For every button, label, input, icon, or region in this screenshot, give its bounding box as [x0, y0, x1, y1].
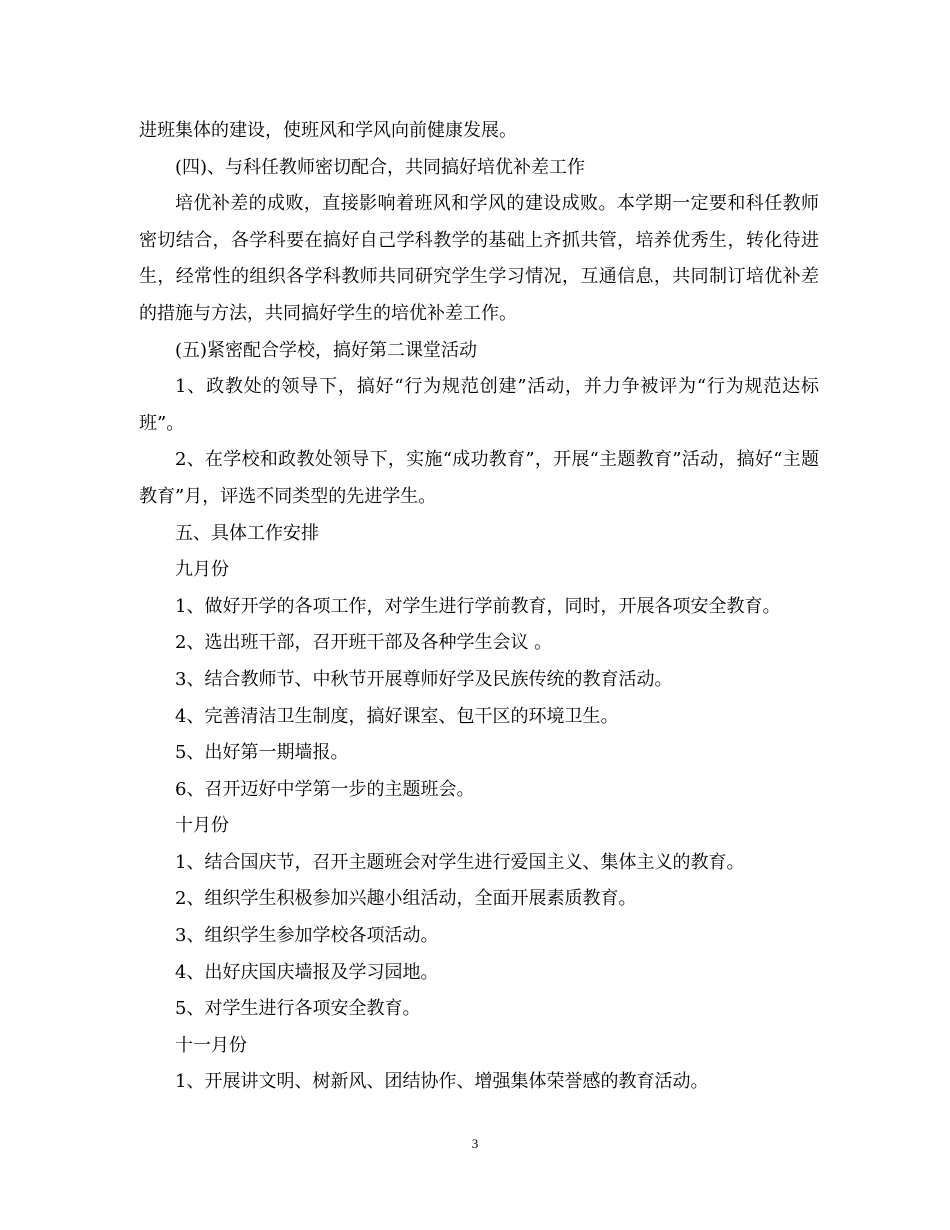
document-body	[139, 113, 819, 1101]
paragraph-2: 培优补差的成败，直接影响着班风和学风的建设成败。本学期一定要和科任教师密切结合，各学科要在搞好自己学科教学的基础上齐抓共管，培养优秀生，转化待进生，经常性的组织各学科教师共同研究学生学习情况，互通信息，共同制订培优补差的措施与方法，共同搞好学生的培优补差工作。	[139, 193, 819, 324]
list-item: 2、在学校和政教处领导下，实施“成功教育”，开展“主题教育”活动，搞好“主题教育”月，评选不同类型的先进学生。	[139, 449, 819, 507]
list-item: 3、结合教师节、中秋节开展尊师好学及民族传统的教育活动。	[175, 668, 673, 690]
section-heading-4: (四)、与科任教师密切配合，共同搞好培优补差工作	[175, 156, 586, 178]
list-item: 5、出好第一期墙报。	[175, 742, 349, 764]
page-number: 3	[471, 1136, 479, 1151]
section-heading-schedule: 五、具体工作安排	[175, 522, 319, 544]
list-item: 6、召开迈好中学第一步的主题班会。	[175, 778, 475, 800]
list-item: 3、组织学生参加学校各项活动。	[175, 925, 439, 947]
month-heading-october: 十月份	[175, 815, 229, 837]
section-heading-5: (五)紧密配合学校，搞好第二课堂活动	[175, 339, 478, 361]
month-heading-september: 九月份	[175, 559, 229, 581]
list-item: 1、做好开学的各项工作，对学生进行学前教育，同时，开展各项安全教育。	[175, 595, 781, 617]
list-item: 4、完善清洁卫生制度，搞好课室、包干区的环境卫生。	[175, 705, 619, 727]
list-item: 1、结合国庆节，召开主题班会对学生进行爱国主义、集体主义的教育。	[175, 851, 745, 873]
list-item: 1、政教处的领导下，搞好“行为规范创建”活动，并力争被评为“行为规范达标班”。	[139, 376, 819, 434]
paragraph-1: 进班集体的建设，使班风和学风向前健康发展。	[139, 120, 517, 141]
list-item: 5、对学生进行各项安全教育。	[175, 998, 421, 1020]
list-item: 2、组织学生积极参加兴趣小组活动，全面开展素质教育。	[175, 888, 637, 910]
month-heading-november: 十一月份	[175, 1034, 247, 1056]
list-item: 4、出好庆国庆墙报及学习园地。	[175, 961, 439, 983]
list-item: 1、开展讲文明、树新风、团结协作、增强集体荣誉感的教育活动。	[175, 1071, 709, 1093]
list-item: 2、选出班干部，召开班干部及各种学生会议 。	[175, 632, 553, 654]
